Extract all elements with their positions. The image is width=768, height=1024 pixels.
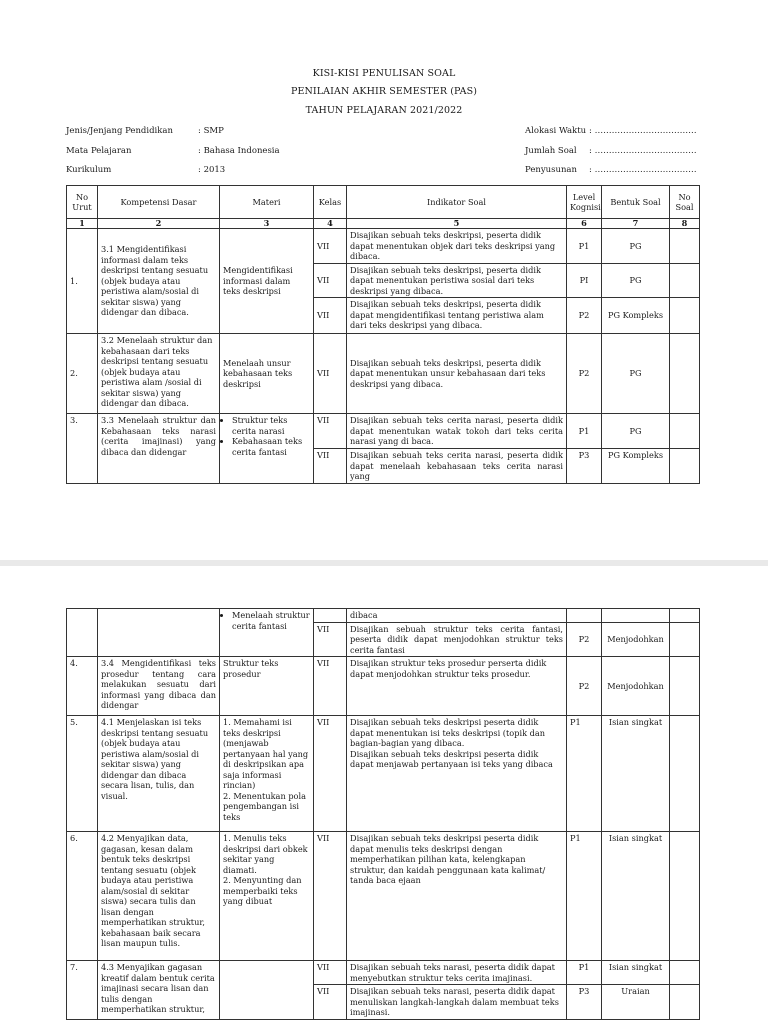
row-nosoal: [670, 298, 700, 334]
row-kd: 4.2 Menyajikan data, gagasan, kesan dalam bentuk teks deskripsi tentang sesuatu (objek budaya atau peristiwa alam/sosial di sekitar siswa) secara tulis dan lisan dengan memperhatikan struktur, kebahasaan baik secara lisan maupun tulis.: [98, 832, 220, 961]
meta-penyusun-value: : ………………………………: [589, 165, 697, 175]
row-kelas: [314, 609, 347, 623]
row-nosoal: [670, 961, 700, 985]
row-kelas: VII: [314, 334, 347, 414]
kisi-kisi-table: [66, 185, 700, 484]
row-no: 3.: [67, 414, 98, 484]
row-bentuk: PG Kompleks: [602, 298, 670, 334]
row-materi: Menelaah unsur kebahasaan teks deskripsi: [220, 334, 314, 414]
row-bentuk: Isian singkat: [602, 832, 670, 961]
row-indikator: Disajikan sebuah teks cerita narasi, peserta didik dapat menentukan watak tokoh dari teks cerita narasi yang di baca.: [347, 414, 567, 449]
row-no: 4.: [67, 657, 98, 716]
header-materi: Materi: [220, 186, 314, 219]
table-row: [67, 657, 700, 716]
row-level: P2: [567, 298, 602, 334]
row-materi: Struktur teks prosedur: [220, 657, 314, 716]
table-header-row: [67, 186, 700, 219]
header-level: Level Kognisi: [567, 186, 602, 219]
row-nosoal: [670, 716, 700, 832]
header-kelas: Kelas: [314, 186, 347, 219]
meta-jumlah-label: Jumlah Soal: [525, 146, 577, 156]
row-indikator: Disajikan sebuah teks deskripsi, peserta didik dapat menentukan objek dari teks deskripsi yang dibaca.: [347, 229, 567, 264]
row-materi: [220, 609, 314, 657]
meta-alokasi-label: Alokasi Waktu: [525, 126, 587, 136]
row-materi: [220, 961, 314, 1020]
row-level: PI: [567, 263, 602, 298]
row-kelas: VII: [314, 832, 347, 961]
row-kelas: VII: [314, 985, 347, 1020]
row-level: P2: [567, 622, 602, 657]
row-nosoal: [670, 985, 700, 1020]
row-nosoal: [670, 609, 700, 623]
row-level: P3: [567, 449, 602, 484]
row-kd: 3.3 Menelaah struktur dan Kebahasaan teks narasi (cerita imajinasi) yang dibaca dan didengar: [98, 414, 220, 484]
row-bentuk: Isian singkat: [602, 961, 670, 985]
row-indikator: Disajikan sebuah struktur teks cerita fantasi, peserta didik dapat menjodohkan struktur teks cerita fantasi: [347, 622, 567, 657]
header-nosoal: No Soal: [670, 186, 700, 219]
row-bentuk: [602, 609, 670, 623]
column-number-row: [67, 219, 700, 229]
meta-mapel-value: : Bahasa Indonesia: [198, 146, 280, 156]
col-number: 3: [220, 219, 314, 229]
meta-penyusun-label: Penyusunan: [525, 165, 577, 175]
row-level: P2: [567, 334, 602, 414]
table-row: [67, 832, 700, 961]
row-level: [567, 609, 602, 623]
meta-kurikulum-label: Kurikulum: [66, 165, 112, 175]
row-indikator: Disajikan struktur teks prosedur perserta didik dapat menjodohkan struktur teks prosedur.: [347, 657, 567, 716]
doc-year: TAHUN PELAJARAN 2021/2022: [305, 105, 463, 116]
row-no: 2.: [67, 334, 98, 414]
meta-jumlah-value: : ………………………………: [589, 146, 697, 156]
row-indikator: dibaca: [347, 609, 567, 623]
row-kelas: VII: [314, 298, 347, 334]
row-indikator: Disajikan sebuah teks deskripsi, peserta didik dapat menentukan peristiwa sosial dari teks deskripsi yang dibaca.: [347, 263, 567, 298]
row-kelas: VII: [314, 263, 347, 298]
header-kd: Kompetensi Dasar: [98, 186, 220, 219]
row-no: 1.: [67, 229, 98, 334]
row-indikator: Disajikan sebuah teks narasi, peserta didik dapat menyebutkan struktur teks cerita imajinasi.: [347, 961, 567, 985]
row-materi: 1. Menulis teks deskripsi dari obkek sekitar yang diamati. 2. Menyunting dan memperbaiki teks yang dibuat: [220, 832, 314, 961]
table-row: [67, 334, 700, 414]
materi-bullet: • Kebahasaan teks cerita fantasi: [232, 436, 310, 457]
materi-bullet: • Struktur teks cerita narasi: [232, 415, 310, 436]
row-bentuk: Isian singkat: [602, 716, 670, 832]
meta-mapel-label: Mata Pelajaran: [66, 146, 132, 156]
table-row: [67, 609, 700, 623]
row-level: P1: [567, 832, 602, 961]
row-no: 5.: [67, 716, 98, 832]
row-bentuk: Menjodohkan: [602, 657, 670, 716]
row-nosoal: [670, 229, 700, 264]
col-number: 7: [602, 219, 670, 229]
row-kelas: VII: [314, 622, 347, 657]
row-level: P2: [567, 657, 602, 716]
col-number: 5: [347, 219, 567, 229]
row-bentuk: PG: [602, 334, 670, 414]
row-kelas: VII: [314, 229, 347, 264]
row-level: P3: [567, 985, 602, 1020]
row-kd: 3.2 Menelaah struktur dan kebahasaan dari teks deskripsi tentang sesuatu (objek budaya atau peristiwa alam /sosial di sekitar siswa) yang didengar dan dibaca.: [98, 334, 220, 414]
document-page-2: [0, 566, 768, 1024]
materi-bullet: • Menelaah struktur cerita fantasi: [232, 610, 310, 631]
meta-alokasi-value: : ………………………………: [589, 126, 697, 136]
row-bentuk: Uraian: [602, 985, 670, 1020]
row-nosoal: [670, 414, 700, 449]
row-level: P1: [567, 716, 602, 832]
row-level: P1: [567, 229, 602, 264]
row-kd: 4.3 Menyajikan gagasan kreatif dalam bentuk cerita imajinasi secara lisan dan tulis dengan memperhatikan struktur,: [98, 961, 220, 1020]
meta-jenjang-label: Jenis/Jenjang Pendidikan: [66, 126, 173, 136]
row-kelas: VII: [314, 657, 347, 716]
header-no: No Urut: [67, 186, 98, 219]
row-materi: Mengidentifikasi informasi dalam teks deskripsi: [220, 229, 314, 334]
row-bentuk: PG: [602, 414, 670, 449]
col-number: 2: [98, 219, 220, 229]
meta-kurikulum-value: : 2013: [198, 165, 226, 175]
row-indikator: Disajikan sebuah teks deskripsi peserta didik dapat menentukan isi teks deskripsi (topik dan bagian-bagian yang dibaca. Disajikan sebuah teks deskripsi peserta didik dapat menjawab pertanyaan isi teks yang dibaca: [347, 716, 567, 832]
row-bentuk: PG: [602, 229, 670, 264]
col-number: 4: [314, 219, 347, 229]
col-number: 1: [67, 219, 98, 229]
row-indikator: Disajikan sebuah teks deskripsi peserta didik dapat menulis teks deskripsi dengan memperhatikan pilihan kata, kelengkapan struktur, dan kaidah penggunaan kata kalimat/ tanda baca ejaan: [347, 832, 567, 961]
row-indikator: Disajikan sebuah teks deskripsi, peserta didik dapat mengidentifikasi tentang peristiwa alam dari teks deskripsi yang dibaca.: [347, 298, 567, 334]
row-materi: [220, 414, 314, 484]
row-nosoal: [670, 334, 700, 414]
row-kelas: VII: [314, 414, 347, 449]
row-no: 6.: [67, 832, 98, 961]
row-materi: 1. Memahami isi teks deskripsi (menjawab pertanyaan hal yang di deskripsikan apa saja informasi rincian) 2. Menentukan pola pengembangan isi teks: [220, 716, 314, 832]
row-no: [67, 609, 98, 657]
row-level: P1: [567, 961, 602, 985]
col-number: 6: [567, 219, 602, 229]
table-row: [67, 229, 700, 264]
row-kelas: VII: [314, 449, 347, 484]
row-bentuk: PG Kompleks: [602, 449, 670, 484]
row-kd: [98, 609, 220, 657]
header-bentuk: Bentuk Soal: [602, 186, 670, 219]
row-indikator: Disajikan sebuah teks cerita narasi, peserta didik dapat menelaah kebahasaan teks cerita narasi yang: [347, 449, 567, 484]
row-bentuk: Menjodohkan: [602, 622, 670, 657]
row-kelas: VII: [314, 716, 347, 832]
header-indikator: Indikator Soal: [347, 186, 567, 219]
doc-subtitle: PENILAIAN AKHIR SEMESTER (PAS): [290, 86, 478, 97]
row-kd: 4.1 Menjelaskan isi teks deskripsi tentang sesuatu (objek budaya atau peristiwa alam/sosial di sekitar siswa) yang didengar dan dibaca secara lisan, tulis, dan visual.: [98, 716, 220, 832]
row-kelas: VII: [314, 961, 347, 985]
row-indikator: Disajikan sebuah teks narasi, peserta didik dapat menuliskan langkah-langkah dalam membuat teks imajinasi.: [347, 985, 567, 1020]
doc-title: KISI-KISI PENULISAN SOAL: [312, 68, 456, 79]
row-no: 7.: [67, 961, 98, 1020]
meta-jenjang-value: : SMP: [198, 126, 224, 136]
row-kd: 3.1 Mengidentifikasi informasi dalam teks deskripsi tentang sesuatu (objek budaya atau peristiwa alam/sosial di sekitar siswa) yang didengar dan dibaca.: [98, 229, 220, 334]
row-nosoal: [670, 449, 700, 484]
row-nosoal: [670, 832, 700, 961]
table-row: [67, 961, 700, 985]
col-number: 8: [670, 219, 700, 229]
kisi-kisi-table-continued: [66, 608, 700, 1020]
table-row: [67, 414, 700, 449]
row-level: P1: [567, 414, 602, 449]
row-nosoal: [670, 657, 700, 716]
row-indikator: Disajikan sebuah teks deskripsi, peserta didik dapat menentukan unsur kebahasaan dari teks deskripsi yang dibaca.: [347, 334, 567, 414]
row-kd: 3.4 Mengidentifikasi teks prosedur tentang cara melakukan sesuatu dari informasi yang dibaca dan didengar: [98, 657, 220, 716]
row-nosoal: [670, 263, 700, 298]
row-bentuk: PG: [602, 263, 670, 298]
table-row: [67, 716, 700, 832]
row-nosoal: [670, 622, 700, 657]
